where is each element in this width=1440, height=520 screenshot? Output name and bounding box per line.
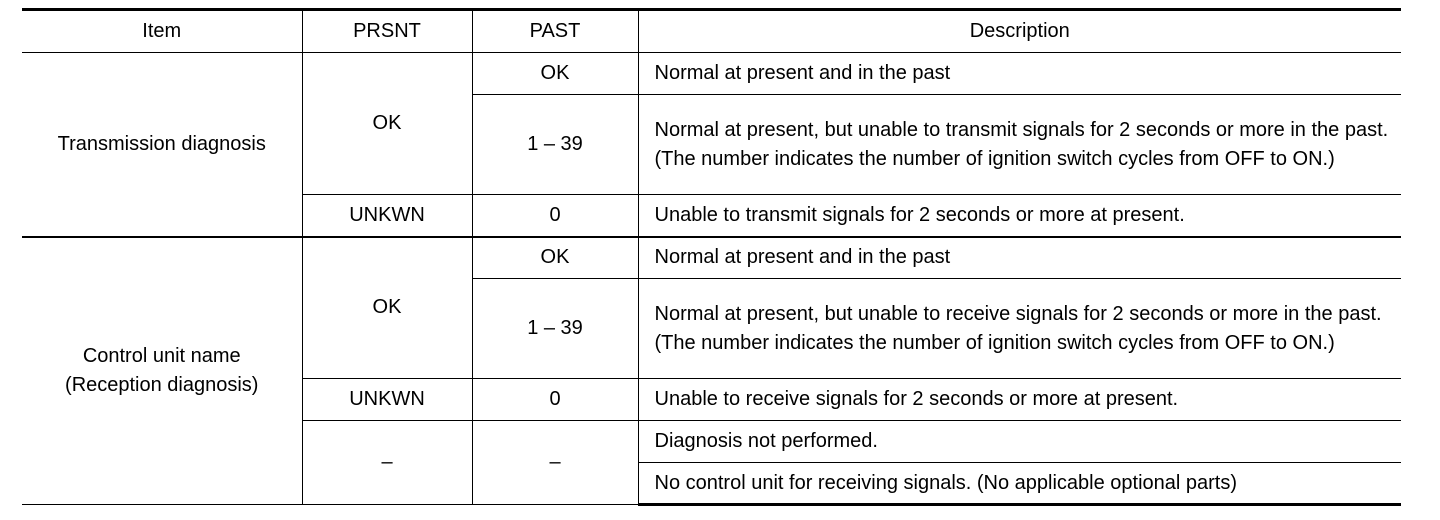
description-cell: Normal at present, but unable to receive signals for 2 seconds or more in the past. (The number indicates the number of ignition switch cycles from OFF to ON.) bbox=[638, 279, 1401, 379]
table-row bbox=[22, 237, 1401, 279]
reception-item-cell bbox=[22, 237, 302, 505]
past-cell: 1 – 39 bbox=[472, 95, 638, 195]
table-body bbox=[22, 53, 1401, 505]
description-cell: Diagnosis not performed. bbox=[638, 421, 1401, 463]
transmission-item-cell bbox=[22, 53, 302, 237]
description-cell: Normal at present, but unable to transmit signals for 2 seconds or more in the past. (The number indicates the number of ignition switch cycles from OFF to ON.) bbox=[638, 95, 1401, 195]
header-description: Description bbox=[638, 10, 1401, 53]
reception-prsnt-ok: OK bbox=[302, 237, 472, 379]
diagnosis-table bbox=[22, 8, 1401, 506]
header-past: PAST bbox=[472, 10, 638, 53]
prsnt-cell: UNKWN bbox=[302, 195, 472, 237]
transmission-item-label: Transmission diagnosis bbox=[57, 132, 266, 155]
past-cell: – bbox=[472, 421, 638, 505]
past-cell: 0 bbox=[472, 195, 638, 237]
reception-item-line1: Control unit name bbox=[82, 344, 241, 367]
past-cell: OK bbox=[472, 237, 638, 279]
description-cell: No control unit for receiving signals. (No applicable optional parts) bbox=[638, 463, 1401, 505]
description-cell: Unable to receive signals for 2 seconds or more at present. bbox=[638, 379, 1401, 421]
table-header bbox=[22, 10, 1401, 53]
prsnt-cell: – bbox=[302, 421, 472, 505]
transmission-prsnt-ok: OK bbox=[302, 53, 472, 195]
past-cell: 1 – 39 bbox=[472, 279, 638, 379]
header-prsnt: PRSNT bbox=[302, 10, 472, 53]
prsnt-cell: UNKWN bbox=[302, 379, 472, 421]
past-cell: OK bbox=[472, 53, 638, 95]
description-cell: Normal at present and in the past bbox=[638, 237, 1401, 279]
header-item: Item bbox=[22, 10, 302, 53]
past-cell: 0 bbox=[472, 379, 638, 421]
description-cell: Normal at present and in the past bbox=[638, 53, 1401, 95]
description-cell: Unable to transmit signals for 2 seconds or more at present. bbox=[638, 195, 1401, 237]
table-row bbox=[22, 53, 1401, 95]
reception-item-line2: (Reception diagnosis) bbox=[65, 373, 259, 396]
